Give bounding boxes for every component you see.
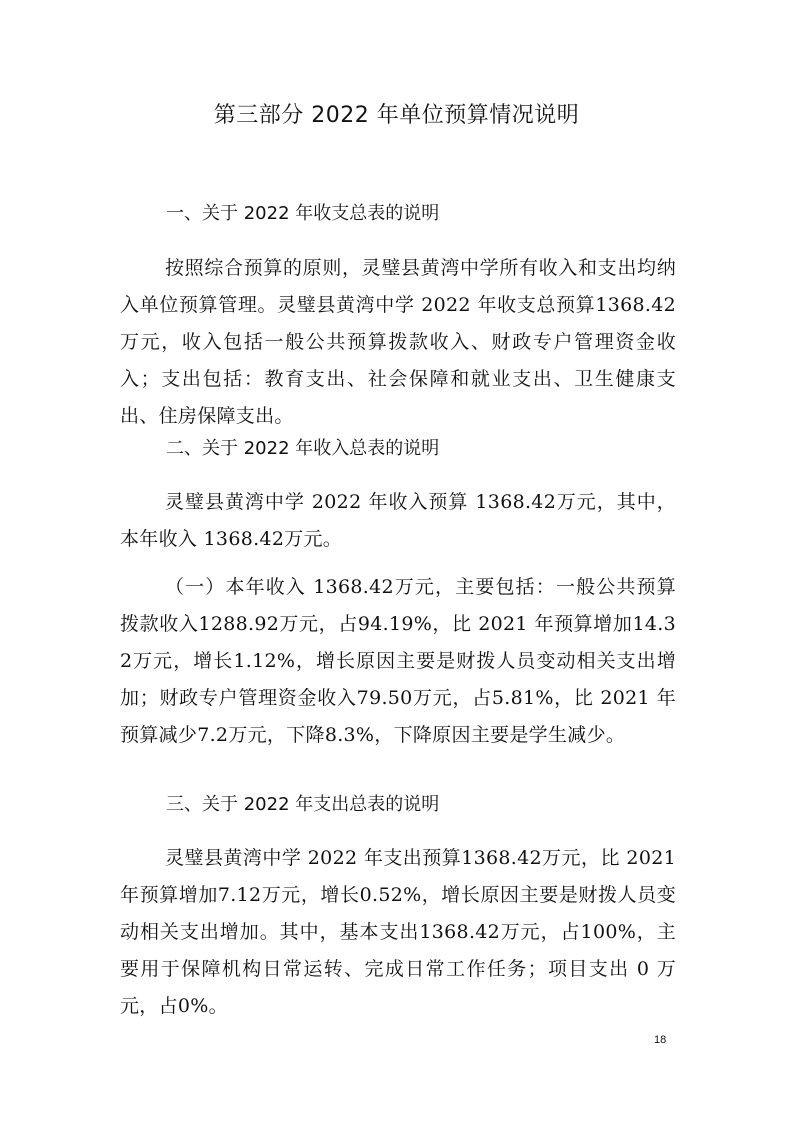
section-2-heading: 二、关于 2022 年收入总表的说明 xyxy=(166,438,440,459)
page-title: 第三部分 2022 年单位预算情况说明 xyxy=(213,103,580,128)
page-number: 18 xyxy=(654,1034,667,1046)
section-1-paragraph-1: 按照综合预算的原则，灵璧县黄湾中学所有收入和支出均纳入单位预算管理。灵璧县黄湾中学 2022 年收支总预算1368.42万元，收入包括一般公共预算拨款收入、财政专户管理资金收入；支出包括：教育支出、社会保障和就业支出、卫生健康支出、住房保障支出。 xyxy=(120,257,676,427)
section-2-paragraph-1: 灵璧县黄湾中学 2022 年收入预算 1368.42万元，其中，本年收入 1368.42万元。 xyxy=(120,491,676,550)
section-2-paragraph-2: （一）本年收入 1368.42万元，主要包括：一般公共预算拨款收入1288.92万元，占94.19%，比 2021 年预算增加14.32万元，增长1.12%，增长原因主要是财拨人员变动相关支出增加；财政专户管理资金收入79.50万元，占5.81%，比 2021 年预算减少7.2万元，下降8.3%，下降原因主要是学生减少。 xyxy=(120,576,676,746)
section-3-heading: 三、关于 2022 年支出总表的说明 xyxy=(166,794,440,815)
section-1-heading: 一、关于 2022 年收支总表的说明 xyxy=(166,203,440,224)
section-3-paragraph-1: 灵璧县黄湾中学 2022 年支出预算1368.42万元，比 2021 年预算增加7.12万元，增长0.52%，增长原因主要是财拨人员变动相关支出增加。其中，基本支出1368.42万元，占100%，主要用于保障机构日常运转、完成日常工作任务；项目支出 0 万元，占0%。 xyxy=(120,847,676,1017)
